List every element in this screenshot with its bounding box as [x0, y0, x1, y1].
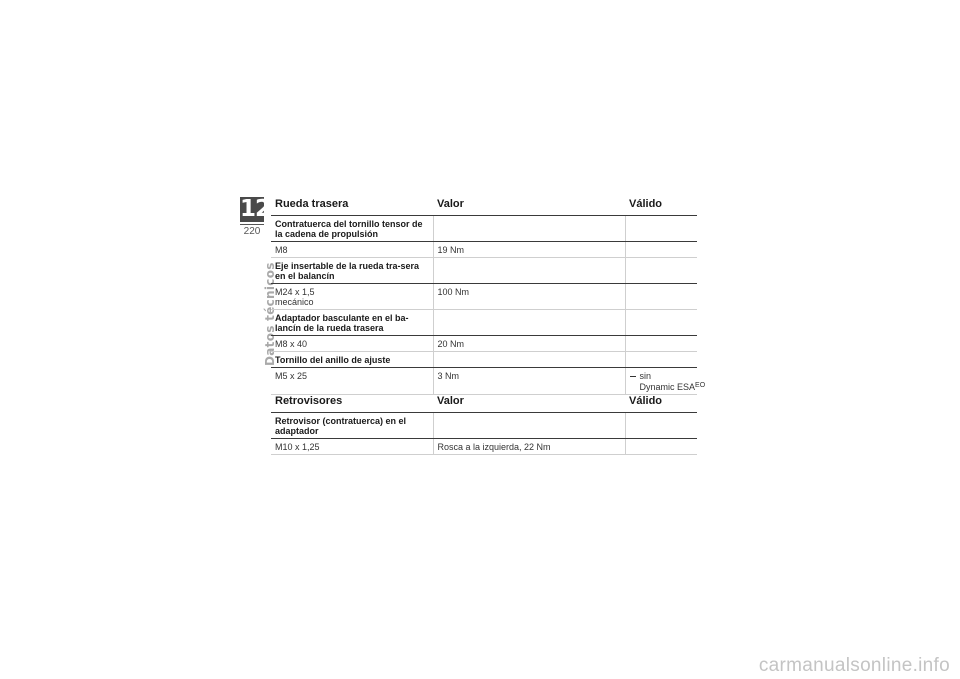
blank-cell: [433, 413, 625, 439]
header-value: Valor: [433, 194, 625, 216]
header-value: Valor: [433, 391, 625, 413]
table-row: [271, 258, 697, 284]
chapter-number: 12: [240, 196, 271, 222]
table-row: [271, 284, 697, 310]
table-header-row: [271, 391, 697, 413]
validity-text: [640, 371, 706, 392]
table-row: [271, 439, 697, 455]
valid-cell: [625, 242, 697, 258]
validity-feature: Dynamic ESA: [639, 382, 696, 392]
header-component: Retrovisores: [271, 391, 433, 413]
blank-cell: [625, 413, 697, 439]
blank-cell: [433, 258, 625, 284]
torque-value: Rosca a la izquierda, 22 Nm: [433, 439, 625, 455]
table-row: [271, 310, 697, 336]
header-valid: Válido: [625, 194, 697, 216]
table-row: [271, 216, 697, 242]
blank-cell: [625, 310, 697, 336]
torque-value: 100 Nm: [433, 284, 625, 310]
part-name: Eje insertable de la rueda tra-sera en el balancín: [271, 258, 433, 284]
header-component: Rueda trasera: [271, 194, 433, 216]
validity-note: [630, 371, 706, 392]
table-row: [271, 336, 697, 352]
blank-cell: [433, 310, 625, 336]
page-number: 220: [240, 224, 264, 239]
part-name: Contratuerca del tornillo tensor de la cadena de propulsión: [271, 216, 433, 242]
table-row: [271, 352, 697, 368]
option-marker: EO: [695, 382, 706, 389]
header-valid: Válido: [625, 391, 697, 413]
torque-value: 20 Nm: [433, 336, 625, 352]
rear-wheel-torque-table: [271, 194, 706, 395]
part-name: Retrovisor (contratuerca) en el adaptador: [271, 413, 433, 439]
blank-cell: [433, 216, 625, 242]
mirrors-torque-table: [271, 391, 697, 455]
spec-cell: M24 x 1,5 mecánico: [271, 284, 433, 310]
part-name: Tornillo del anillo de ajuste: [271, 352, 433, 368]
spec-cell: M5 x 25: [271, 368, 433, 395]
validity-word: sin: [639, 371, 652, 381]
spec-cell: M8: [271, 242, 433, 258]
table-row: [271, 242, 697, 258]
chapter-title: Datos técnicos: [263, 262, 277, 366]
table-header-row: [271, 194, 697, 216]
dash-bullet: [630, 376, 636, 377]
torque-value: 19 Nm: [433, 242, 625, 258]
blank-cell: [625, 352, 697, 368]
table-row: [271, 413, 697, 439]
part-name: Adaptador basculante en el ba-lancín de la rueda trasera: [271, 310, 433, 336]
valid-cell: [625, 284, 697, 310]
blank-cell: [433, 352, 625, 368]
blank-cell: [625, 216, 697, 242]
blank-cell: [625, 258, 697, 284]
watermark: carmanualsonline.info: [758, 655, 950, 676]
spec-cell: M10 x 1,25: [271, 439, 433, 455]
spec-cell: M8 x 40: [271, 336, 433, 352]
torque-value: 3 Nm: [433, 368, 625, 395]
valid-cell: [625, 336, 697, 352]
valid-cell: [625, 439, 697, 455]
